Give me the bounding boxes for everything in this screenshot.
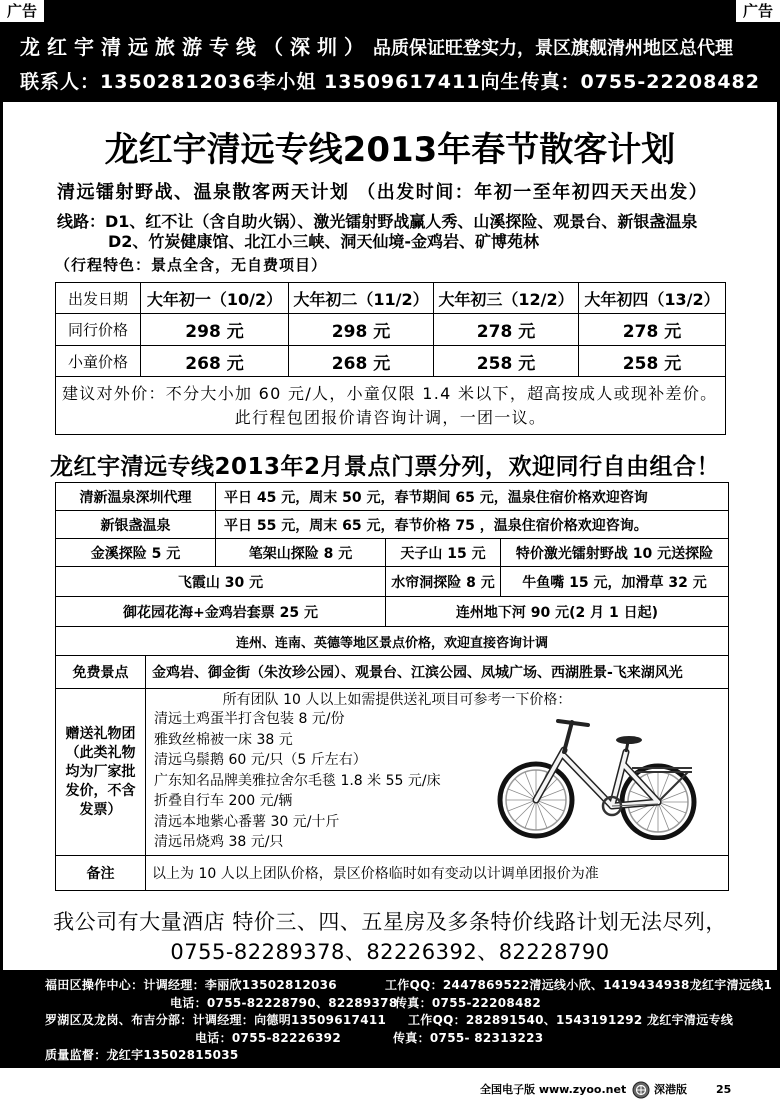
ticket-cell: 连州地下河 90 元(2 月 1 日起)	[386, 597, 729, 627]
futian-center-fax: 传真：0755-22208482	[395, 996, 541, 1010]
saddle	[616, 736, 642, 752]
futian-center-tel: 电话：0755-82228790、82289378	[170, 996, 398, 1010]
table-row	[56, 627, 729, 656]
edition-site: 全国电子版 www.zyoo.net	[480, 1083, 627, 1096]
price-cell: 258 元	[434, 346, 579, 377]
row-label-peer-price: 同行价格	[56, 314, 141, 346]
list-item: 清远土鸡蛋半打含包装 8 元/份	[154, 711, 345, 727]
table-row	[56, 377, 726, 435]
regional-note: 连州、连南、英德等地区景点价格，欢迎直接咨询计调	[56, 627, 729, 656]
page-title: 龙红宇清远专线2013年春节散客计划	[104, 130, 676, 170]
table-row	[56, 346, 726, 377]
list-item: 清远乌鬃鹅 60 元/只（5 斤左右）	[154, 752, 367, 768]
footer-band	[0, 970, 780, 1068]
gift-label-cell	[56, 689, 146, 856]
remark-text: 以上为 10 人以上团队价格，景区价格临时如有变动以计调单团报价为准	[146, 856, 729, 891]
spring-festival-price-table	[55, 282, 726, 435]
company-slogan: 品质保证旺登实力，景区旗舰清州地区总代理	[373, 38, 733, 59]
futian-center-manager: 福田区操作中心：计调经理：李丽欣13502812036	[45, 978, 337, 992]
gift-label-line: 均为厂家批	[65, 763, 136, 780]
gift-label-line: （此类礼物	[65, 744, 136, 761]
price-note-line-1: 建议对外价：不分大小加 60 元/人，小童仅限 1.4 米以下，超高按成人或现补差价。	[62, 383, 718, 403]
header-band	[0, 0, 780, 102]
gift-label-line: 发票）	[79, 801, 122, 818]
row-label-child-price: 小童价格	[56, 346, 141, 377]
plan-feature: （行程特色：景点全含，无自费项目）	[55, 256, 328, 274]
ticket-cell: 御花园花海+金鸡岩套票 25 元	[56, 597, 386, 627]
ticket-cell: 特价激光镭射野战 10 元送探险	[501, 539, 729, 567]
header-line-1	[20, 34, 733, 62]
gift-label-line: 赠送礼物团	[65, 725, 136, 742]
table-row	[56, 539, 729, 567]
plan-subtitle: 清远镭射野战、温泉散客两天计划 （出发时间：年初一至年初四天天出发）	[57, 182, 709, 203]
price-cell: 278 元	[579, 314, 726, 346]
ad-tag-left: 广告	[0, 0, 44, 22]
xinyinzhan-spring-price: 平日 55 元，周末 65 元，春节价格 75 ，温泉住宿价格欢迎咨询。	[216, 511, 729, 539]
ticket-cell: 水帘洞探险 8 元	[386, 567, 501, 597]
table-row	[56, 511, 729, 539]
promo-line: 我公司有大量酒店 特价三、四、五星房及多条特价线路计划无法尽列，	[53, 910, 727, 934]
list-item: 折叠自行车 200 元/辆	[154, 793, 293, 809]
date-day-1: 大年初一（10/2）	[141, 283, 289, 314]
luohu-branch-tel: 电话：0755-82226392	[195, 1031, 341, 1045]
list-item: 清远吊烧鸡 38 元/只	[154, 834, 284, 850]
gift-label	[66, 725, 136, 820]
header-contacts: 联系人：13502812036李小姐 13509617411向生	[20, 71, 521, 93]
header-label-date: 出发日期	[56, 283, 141, 314]
price-cell: 278 元	[434, 314, 579, 346]
table-row	[56, 314, 726, 346]
tickets-section-title: 龙红宇清远专线2013年2月景点门票分列，欢迎同行自由组合！	[50, 454, 721, 480]
free-spots-list: 金鸡岩、御金街（朱汝珍公园）、观景台、江滨公园、凤城广场、西湖胜景-飞来湖风光	[146, 656, 729, 689]
route-day-2: D2、竹炭健康馆、北江小三峡、洞天仙境-金鸡岩、矿博苑林	[108, 232, 540, 251]
table-row	[56, 567, 729, 597]
edition-name: 深港版	[654, 1083, 687, 1096]
table-row	[56, 656, 729, 689]
page-number: 25	[716, 1083, 732, 1096]
price-cell: 298 元	[289, 314, 434, 346]
zyoo-logo-icon	[632, 1081, 650, 1099]
ad-tag-right: 广告	[736, 0, 780, 22]
price-cell: 268 元	[289, 346, 434, 377]
date-day-3: 大年初三（12/2）	[434, 283, 579, 314]
company-name: 龙红宇清远旅游专线（深圳）	[20, 35, 371, 59]
free-spots-label: 免费景点	[56, 656, 146, 689]
price-note-cell	[56, 377, 726, 435]
ticket-cell: 金溪探险 5 元	[56, 539, 216, 567]
folding-bicycle-image	[492, 712, 704, 840]
date-day-2: 大年初二（11/2）	[289, 283, 434, 314]
date-day-4: 大年初四（13/2）	[579, 283, 726, 314]
price-cell: 268 元	[141, 346, 289, 377]
header-fax: 传真：0755-22208482	[520, 71, 760, 93]
remark-label: 备注	[56, 856, 146, 891]
price-note-line-2: 此行程包团报价请咨询计调，一团一议。	[234, 407, 547, 427]
quality-supervision: 质量监督：龙红宇13502815035	[45, 1048, 239, 1062]
price-cell: 258 元	[579, 346, 726, 377]
xinyinzhan-spring-label: 新银盏温泉	[56, 511, 216, 539]
ticket-cell: 飞霞山 30 元	[56, 567, 386, 597]
qingxin-spring-label: 清新温泉深圳代理	[56, 483, 216, 511]
list-item: 清远本地紫心番薯 30 元/十斤	[154, 813, 340, 830]
table-row	[56, 283, 726, 314]
list-item: 雅致丝棉被一床 38 元	[154, 731, 293, 748]
gift-intro: 所有团队 10 人以上如需提供送礼项目可参考一下价格：	[222, 692, 572, 708]
price-cell: 298 元	[141, 314, 289, 346]
luohu-branch-fax: 传真：0755- 82313223	[393, 1031, 544, 1045]
list-item: 广东知名品牌美雅拉舍尔毛毯 1.8 米 55 元/床	[154, 772, 441, 789]
gift-label-line: 发价，不含	[65, 782, 136, 799]
bicycle-frame	[536, 750, 658, 806]
table-row	[56, 597, 729, 627]
qingxin-spring-price: 平日 45 元，周末 50 元，春节期间 65 元，温泉住宿价格欢迎咨询	[216, 483, 729, 511]
luohu-branch-qq: 工作QQ：282891540、1543191292 龙红宇清远专线	[408, 1013, 734, 1027]
luohu-branch-manager: 罗湖区及龙岗、布吉分部：计调经理：向德明13509617411	[45, 1013, 387, 1027]
table-row	[56, 856, 729, 891]
futian-center-qq: 工作QQ：2447869522清远线小欣、1419434938龙红宇清远线1	[385, 978, 773, 992]
table-row	[56, 483, 729, 511]
ticket-cell: 天子山 15 元	[386, 539, 501, 567]
route-day-1: 线路：D1、红不让（含自助火锅）、激光镭射野战赢人秀、山溪探险、观景台、新银盏温泉	[57, 212, 698, 231]
ticket-cell: 笔架山探险 8 元	[216, 539, 386, 567]
ticket-cell: 牛鱼嘴 15 元，加滑草 32 元	[501, 567, 729, 597]
promo-phones: 0755-82289378、82226392、82228790	[170, 940, 610, 964]
